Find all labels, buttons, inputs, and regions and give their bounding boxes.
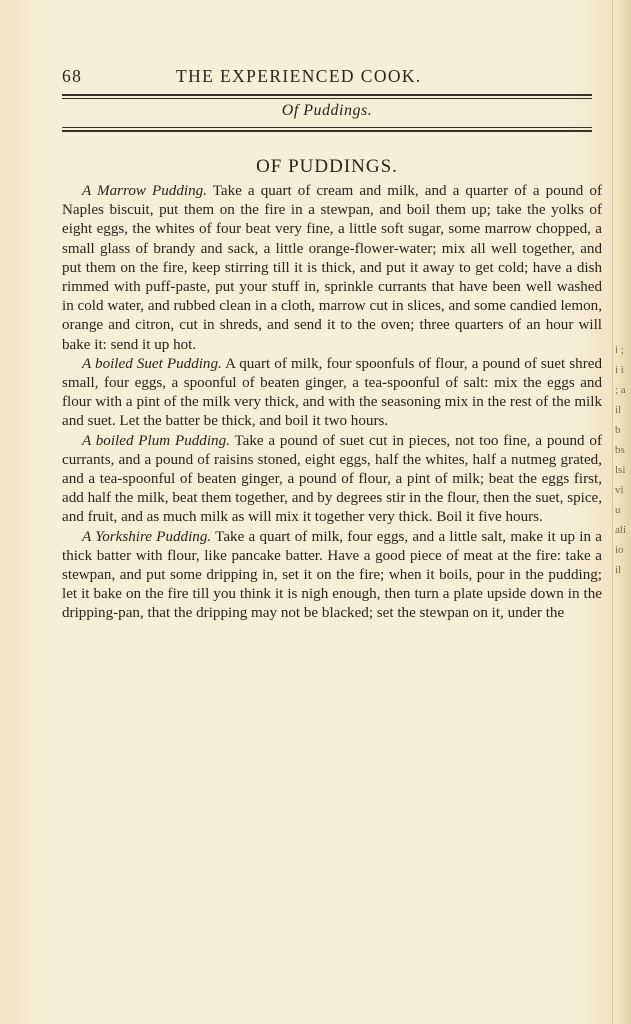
recipe-paragraph bbox=[62, 432, 602, 528]
recipe-name: A boiled Plum Pudding. bbox=[82, 432, 230, 449]
subheading-rule bbox=[62, 130, 592, 132]
recipe-paragraph bbox=[62, 528, 602, 624]
recipe-text: Take a quart of cream and milk, and a quarter of a pound of Naples biscuit, put them on the fire in a stewpan, and boil them up; take the yolks of eight eggs, the whites of four beat very fine, a little soft sugar, some marrow chopped, a small glass of brandy and sack, a little orange-flower-water; mix all well together, and put them on the fire, keep stirring till it is thick, and put it away to get cold; have a dish rimmed with puff-paste, put your stuff in, sprinkle currants that have been well washed in cold water, and rubbed clean in a cloth, marrow cut in slices, and some candied lemon, orange and citron, cut in shreds, and send it to the oven; three quarters of an hour will bake it: send it up hot. bbox=[62, 183, 602, 353]
recipe-text: Take a quart of milk, four eggs, and a little salt, make it up in a thick batter with flour, like pancake batter. Have a good piece of meat at the fire: take a stewpan, and put some dripping in, set it on the fire; when it boils, pour in the pudding; let it bake on the fire till you think it is nigh enough, then turn a plate upside down in the dripping-pan, that the dripping may not be blacked; set the stewpan on it, under the bbox=[62, 528, 602, 622]
chapter-subheading: Of Puddings. bbox=[281, 102, 373, 119]
section-title: OF PUDDINGS. bbox=[256, 156, 398, 177]
recipe-name: A Marrow Pudding. bbox=[82, 183, 207, 199]
subheading-rule bbox=[62, 127, 592, 128]
header-rule bbox=[62, 94, 592, 96]
recipe-name: A boiled Suet Pudding. bbox=[82, 355, 222, 372]
recipe-paragraph bbox=[62, 182, 602, 355]
recipe-text: A quart of milk, four spoonfuls of flour, a pound of suet shred small, four eggs, a spoonful of beaten ginger, a tea-spoonful of salt: mix the eggs and flour with a pint of the milk very thick, and with the seasoning mix in the rest of the milk and suet. Let the batter be thick, and boil it two hours. bbox=[62, 355, 602, 430]
recipe-name: A Yorkshire Pudding. bbox=[82, 528, 212, 545]
page-number: 68 bbox=[62, 66, 83, 86]
recipe-paragraph bbox=[62, 355, 602, 432]
bleed-through-marks: i ; i i ; a il b bs lsi vi u ali io il bbox=[615, 344, 626, 576]
recipe-text: Take a pound of suet cut in pieces, not too fine, a pound of currants, and a pound of raisins stoned, eight eggs, half the whites, half a nutmeg grated, and a tea-spoonful of beaten ginger, a pound of flour, a pint of milk; beat the eggs first, add half the milk, beat them together, and by degrees stir in the flour, then the suet, spice, and fruit, and as much milk as will mix it together very thick. Boil it five hours. bbox=[62, 432, 602, 526]
recipe-text-body bbox=[62, 182, 602, 624]
running-title: THE EXPERIENCED COOK. bbox=[176, 66, 422, 86]
header-rule bbox=[62, 98, 592, 99]
facing-page-edge bbox=[612, 0, 631, 1024]
